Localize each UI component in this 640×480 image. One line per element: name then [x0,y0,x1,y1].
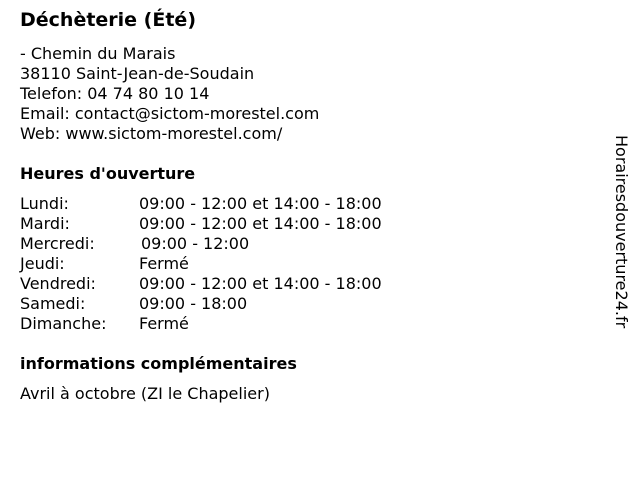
day-label: Dimanche: [20,314,107,333]
address-email: Email: contact@sictom-morestel.com [20,104,320,123]
time-value: 09:00 - 12:00 et 14:00 - 18:00 [139,214,382,233]
time-value: 09:00 - 18:00 [139,294,248,313]
address-street: - Chemin du Marais [20,44,176,63]
time-value: 09:00 - 12:00 et 14:00 - 18:00 [139,274,382,293]
hours-heading: Heures d'ouverture [20,164,196,183]
day-label: Jeudi: [20,254,65,273]
time-value: Fermé [139,254,189,273]
address-city: 38110 Saint-Jean-de-Soudain [20,64,255,83]
address-web: Web: www.sictom-morestel.com/ [20,124,283,143]
page-title: Déchèterie (Été) [20,9,197,31]
day-label: Samedi: [20,294,86,313]
day-label: Lundi: [20,194,69,213]
time-value: Fermé [139,314,189,333]
info-heading: informations complémentaires [20,354,297,373]
address-phone: Telefon: 04 74 80 10 14 [20,84,210,103]
day-label: Mardi: [20,214,70,233]
site-watermark: Horairesdouverture24.fr [612,135,631,329]
time-value: 09:00 - 12:00 [141,234,250,253]
info-text: Avril à octobre (ZI le Chapelier) [20,384,270,403]
day-label: Mercredi: [20,234,95,253]
time-value: 09:00 - 12:00 et 14:00 - 18:00 [139,194,382,213]
day-label: Vendredi: [20,274,96,293]
address-block [20,44,319,144]
